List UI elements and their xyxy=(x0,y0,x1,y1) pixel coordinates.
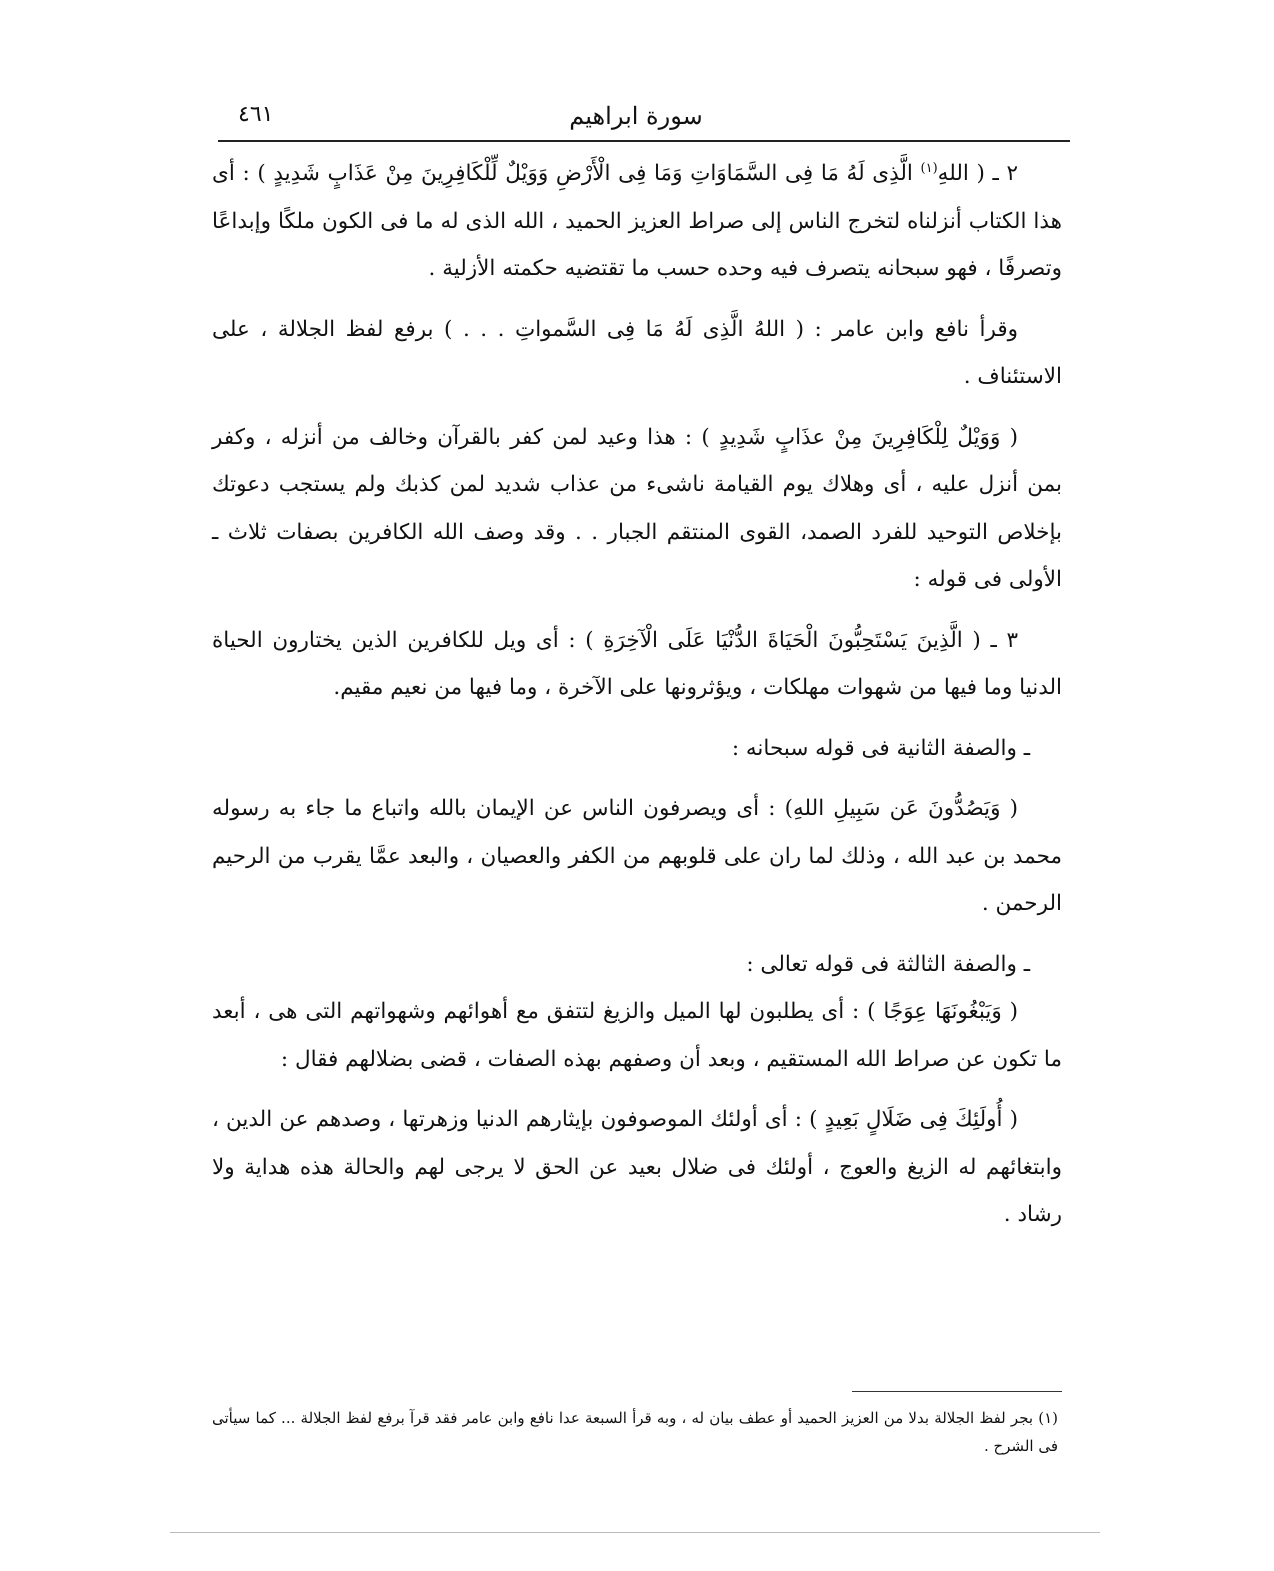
paragraph-verse-2: ٢ ـ ( اللهِ$^{(١)}$ الَّذِى لَهُ مَا فِى السَّمَاوَاتِ وَمَا فِى الْأَرْضِ وَوَيْلٌ لِّلْكَافِرِينَ مِنْ عَذَابٍ شَدِيدٍ ) : أى هذا الكتاب أنزلناه لتخرج الناس إلى صراط العزيز الحميد ، الله الذى له ما فى الكون ملكًا وإبداعًا وتصرفًا ، فهو سبحانه يتصرف فيه وحده حسب ما تقتضيه حكمته الأزلية . xyxy=(212,160,1062,281)
paragraph-verse-3: ٣ ـ ( الَّذِينَ يَسْتَحِبُّونَ الْحَيَاةَ الدُّنْيَا عَلَى الْآخِرَةِ ) : أى ويل للكافرين الذين يختارون الحياة الدنيا وما فيها من شهوات مهلكات ، ويؤثرونها على الآخرة ، وما فيها من نعيم مقيم. xyxy=(212,627,1062,700)
page-body xyxy=(212,150,1062,1239)
surah-title: سورة ابراهيم xyxy=(569,102,703,130)
header-divider xyxy=(218,140,1070,142)
page-bottom-edge xyxy=(170,1532,1100,1533)
paragraph-seek-crookedness: ( وَيَبْغُونَهَا عِوَجًا ) : أى يطلبون لها الميل والزيغ لتتفق مع أهوائهم وشهواتهم التى هى ، أبعد ما تكون عن صراط الله المستقيم ، وبعد أن وصفهم بهذه الصفات ، قضى بضلالهم فقال : xyxy=(212,999,1062,1072)
page-header xyxy=(200,92,1072,142)
paragraph-hinder-path: ( وَيَصُدُّونَ عَن سَبِيلِ اللهِ) : أى ويصرفون الناس عن الإيمان بالله واتباع ما جاء به رسوله محمد بن عبد الله ، وذلك لما ران على قلوبهم من الكفر والعصيان ، والبعد عمَّا يقرب من الرحيم الرحمن . xyxy=(212,796,1062,916)
footnote xyxy=(212,1404,1058,1460)
page-number: ٤٦١ xyxy=(238,102,274,127)
footnote-divider xyxy=(852,1391,1062,1392)
paragraph-third-attribute: ـ والصفة الثالثة فى قوله تعالى : xyxy=(746,951,1030,977)
paragraph-woe-disbelievers: ( وَوَيْلٌ لِلْكَافِرِينَ مِنْ عذَابٍ شَدِيدٍ ) : هذا وعيد لمن كفر بالقرآن وخالف من أنزله ، وكفر بمن أنزل عليه ، أى وهلاك يوم القيامة ناشىء من عذاب شديد لمن كذبك ولم يستجب دعوتك بإخلاص التوحيد للفرد الصمد، القوى المنتقم الجبار . . وقد وصف الله الكافرين بصفات ثلاث ـ الأولى فى قوله : xyxy=(212,424,1062,592)
footnote-marker: (١) xyxy=(920,160,938,176)
paragraph-far-astray: ( أُولَئِكَ فِى ضَلَالٍ بَعِيدٍ ) : أى أولئك الموصوفون بإيثارهم الدنيا وزهرتها ، وصدهم عن الدين ، وابتغائهم له الزيغ والعوج ، أولئك فى ضلال بعيد عن الحق لا يرجى لهم والحالة هذه هداية ولا رشاد . xyxy=(212,1107,1062,1227)
footnote-text: (١) بجر لفظ الجلالة بدلا من العزيز الحميد أو عطف بيان له ، وبه قرأ السبعة عدا نافع وابن عامر فقد قرآ برفع لفظ الجلالة ... كما سيأتى فى الشرح . xyxy=(212,1409,1058,1455)
paragraph-reading-note: وقرأ نافع وابن عامر : ( اللهُ الَّذِى لَهُ مَا فِى السَّمواتِ . . . ) برفع لفظ الجلالة ، على الاستئناف . xyxy=(212,316,1062,389)
paragraph-second-attribute: ـ والصفة الثانية فى قوله سبحانه : xyxy=(731,735,1030,761)
